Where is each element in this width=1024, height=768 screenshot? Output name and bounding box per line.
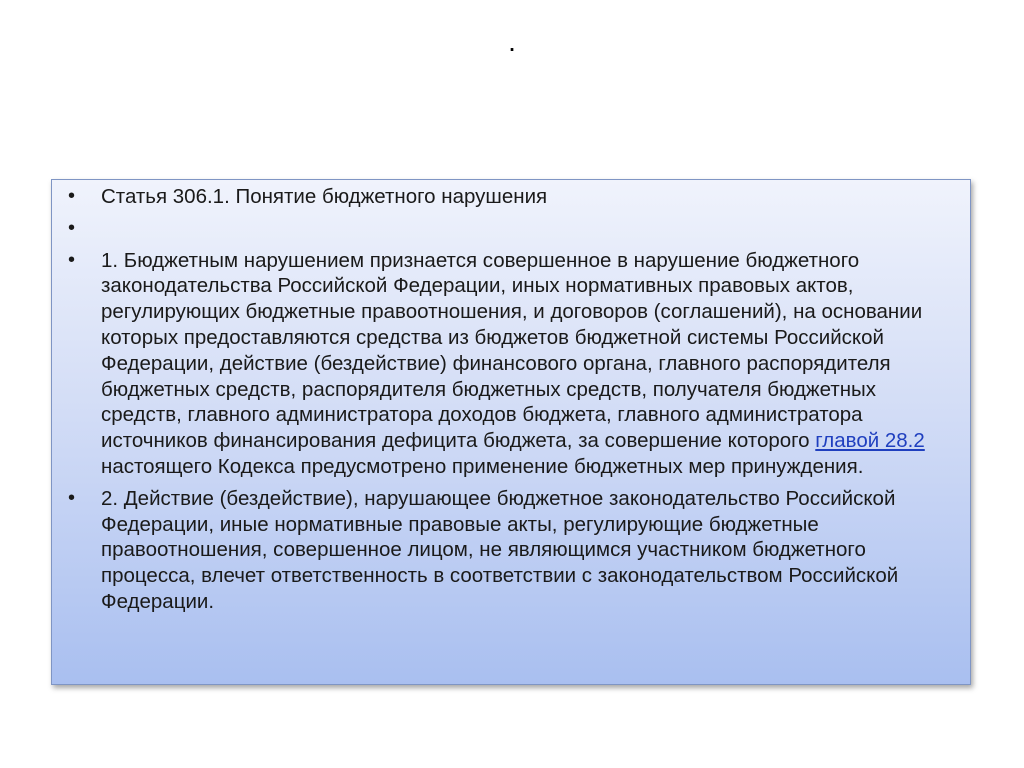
paragraph-1-text-after: настоящего Кодекса предусмотрено применение бюджетных мер принуждения. <box>101 454 864 478</box>
paragraph-2-text: 2. Действие (бездействие), нарушающее бюджетное законодательство Российской Федерации, иные нормативные правовые акты, регулирующие бюджетные правоотношения, совершенное лицом, не являющимся участником бюджетного процесса, влечет ответственность в соответствии с законодательством Российской Федерации. <box>101 486 899 613</box>
bullet-icon: • <box>68 185 76 207</box>
content-text-box <box>51 179 971 685</box>
bullet-list <box>62 184 962 615</box>
slide-title: . <box>508 26 516 57</box>
list-item-empty <box>62 216 962 242</box>
bullet-icon: • <box>68 216 76 239</box>
bullet-icon: • <box>68 486 76 509</box>
list-item-paragraph-2 <box>62 486 962 615</box>
list-item-paragraph-1 <box>62 248 962 480</box>
chapter-link[interactable]: главой 28.2 <box>815 429 925 453</box>
bullet-icon: • <box>68 248 76 271</box>
article-heading: Статья 306.1. Понятие бюджетного нарушения <box>101 185 548 208</box>
paragraph-1-text-before: 1. Бюджетным нарушением признается совершенное в нарушение бюджетного законодательства Российской Федерации, иных нормативных правовых актов, регулирующих бюджетные правоотношения, и договоров (соглашений), на основании которых предоставляются средства из бюджетов бюджетной системы Российской Федерации, действие (бездействие) финансового органа, главного распорядителя бюджетных средств, распорядителя бюджетных средств, получателя бюджетных средств, главного администратора доходов бюджета, главного администратора источников финансирования дефицита бюджета, за совершение которого <box>101 248 923 453</box>
list-item-heading <box>62 184 962 210</box>
